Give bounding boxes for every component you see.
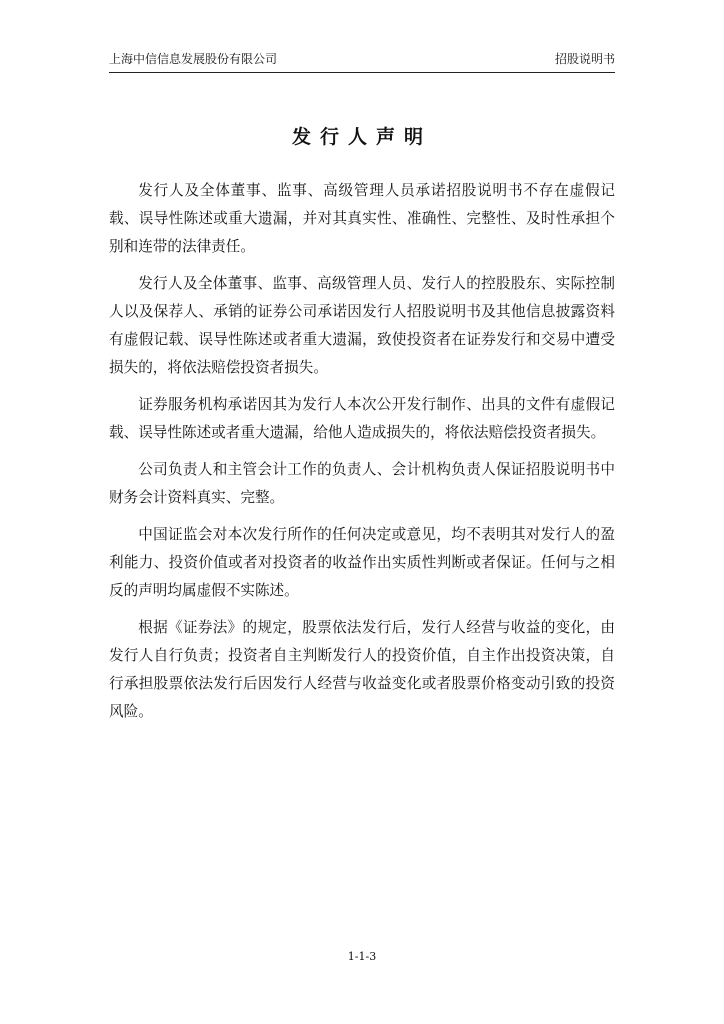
page-number: 1-1-3 <box>347 950 377 963</box>
declaration-body <box>109 177 615 735</box>
paragraph-2: 发行人及全体董事、监事、高级管理人员、发行人的控股股东、实际控制人以及保荐人、承销的证券公司承诺因发行人招股说明书及其他信息披露资料有虚假记载、误导性陈述或者重大遗漏，致使投资者在证券发行和交易中遭受损失的，将依法赔偿投资者损失。 <box>109 275 615 376</box>
paragraph-5: 中国证监会对本次发行所作的任何决定或意见，均不表明其对发行人的盈利能力、投资价值或者对投资者的收益作出实质性判断或者保证。任何与之相反的声明均属虚假不实陈述。 <box>109 526 615 599</box>
header-company-name: 上海中信信息发展股份有限公司 <box>109 52 278 66</box>
paragraph-4: 公司负责人和主管会计工作的负责人、会计机构负责人保证招股说明书中财务会计资料真实、完整。 <box>109 461 615 506</box>
page-title: 发行人声明 <box>291 126 432 148</box>
paragraph-3: 证券服务机构承诺因其为发行人本次公开发行制作、出具的文件有虚假记载、误导性陈述或者重大遗漏，给他人造成损失的，将依法赔偿投资者损失。 <box>109 396 615 441</box>
paragraph-6: 根据《证券法》的规定，股票依法发行后，发行人经营与收益的变化，由发行人自行负责；投资者自主判断发行人的投资价值，自主作出投资决策，自行承担股票依法发行后因发行人经营与收益变化或者股票价格变动引致的投资风险。 <box>109 619 615 720</box>
page-header <box>109 50 615 73</box>
header-document-type: 招股说明书 <box>554 52 615 66</box>
paragraph-1: 发行人及全体董事、监事、高级管理人员承诺招股说明书不存在虚假记载、误导性陈述或重大遗漏，并对其真实性、准确性、完整性、及时性承担个别和连带的法律责任。 <box>109 182 615 255</box>
